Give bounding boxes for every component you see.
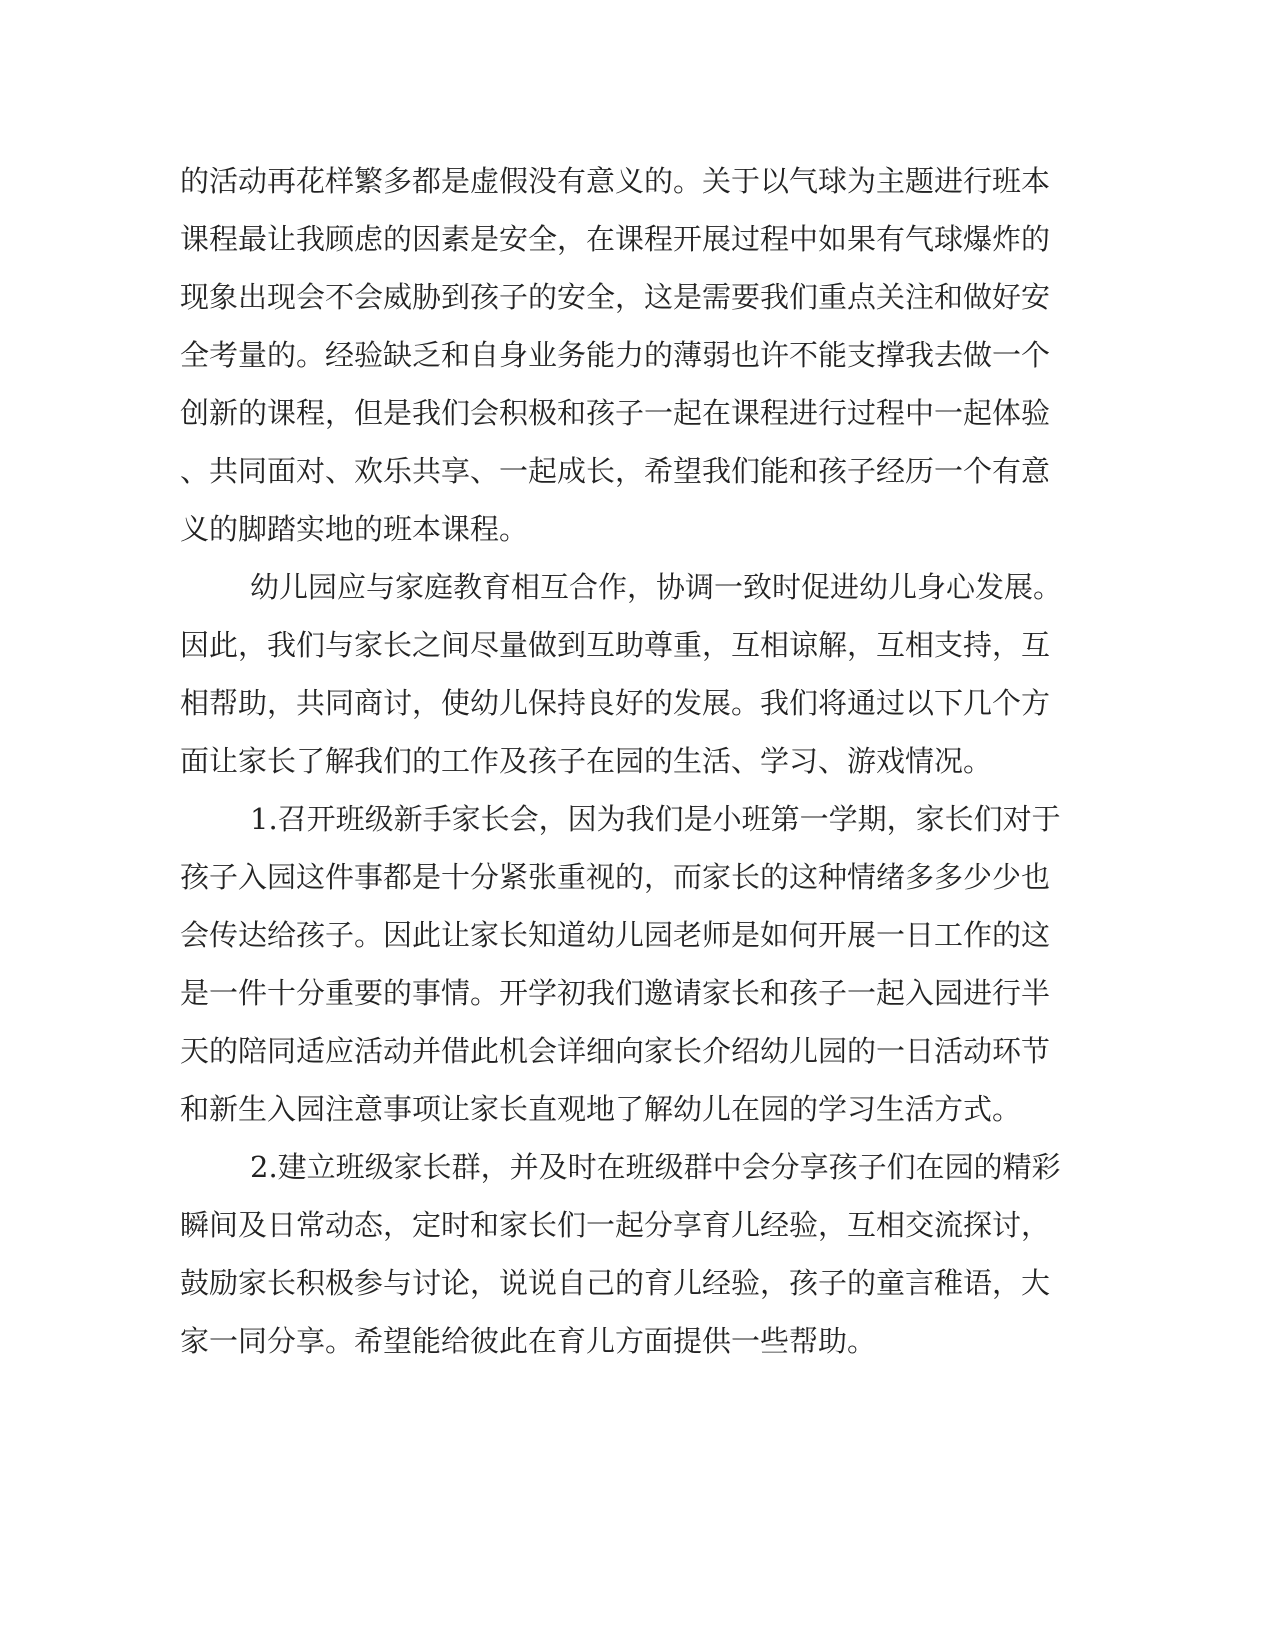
text-line: 创新的课程，但是我们会积极和孩子一起在课程进行过程中一起体验: [180, 396, 1051, 430]
text-line: 鼓励家长积极参与讨论，说说自己的育儿经验，孩子的童言稚语，大: [180, 1266, 1051, 1300]
text-line: 、共同面对、欢乐共享、一起成长，希望我们能和孩子经历一个有意: [180, 454, 1051, 488]
text-line: 孩子入园这件事都是十分紧张重视的，而家长的这种情绪多多少少也: [180, 860, 1051, 894]
text-line: 幼儿园应与家庭教育相互合作，协调一致时促进幼儿身心发展。: [250, 570, 1063, 604]
text-line: 家一同分享。希望能给彼此在育儿方面提供一些帮助。: [180, 1324, 877, 1358]
text-line: 课程最让我顾虑的因素是安全，在课程开展过程中如果有气球爆炸的: [180, 222, 1051, 256]
text-line: 天的陪同适应活动并借此机会详细向家长介绍幼儿园的一日活动环节: [180, 1034, 1051, 1068]
text-line: 面让家长了解我们的工作及孩子在园的生活、学习、游戏情况。: [180, 744, 993, 778]
text-line: 瞬间及日常动态，定时和家长们一起分享育儿经验，互相交流探讨，: [180, 1208, 1051, 1242]
text-line: 全考量的。经验缺乏和自身业务能力的薄弱也许不能支撑我去做一个: [180, 338, 1051, 372]
text-line: 的活动再花样繁多都是虚假没有意义的。关于以气球为主题进行班本: [180, 164, 1051, 198]
text-line: 会传达给孩子。因此让家长知道幼儿园老师是如何开展一日工作的这: [180, 918, 1051, 952]
text-line: 现象出现会不会威胁到孩子的安全，这是需要我们重点关注和做好安: [180, 280, 1051, 314]
text-line: 2.建立班级家长群，并及时在班级群中会分享孩子们在园的精彩: [250, 1150, 1061, 1184]
text-line: 1.召开班级新手家长会，因为我们是小班第一学期，家长们对于: [250, 802, 1061, 836]
text-line: 是一件十分重要的事情。开学初我们邀请家长和孩子一起入园进行半: [180, 976, 1051, 1010]
body-text: [180, 152, 1063, 1370]
text-line: 相帮助，共同商讨，使幼儿保持良好的发展。我们将通过以下几个方: [180, 686, 1051, 720]
text-line: 义的脚踏实地的班本课程。: [180, 512, 529, 546]
text-line: 和新生入园注意事项让家长直观地了解幼儿在园的学习生活方式。: [180, 1092, 1022, 1126]
text-line: 因此，我们与家长之间尽量做到互助尊重，互相谅解，互相支持，互: [180, 628, 1051, 662]
